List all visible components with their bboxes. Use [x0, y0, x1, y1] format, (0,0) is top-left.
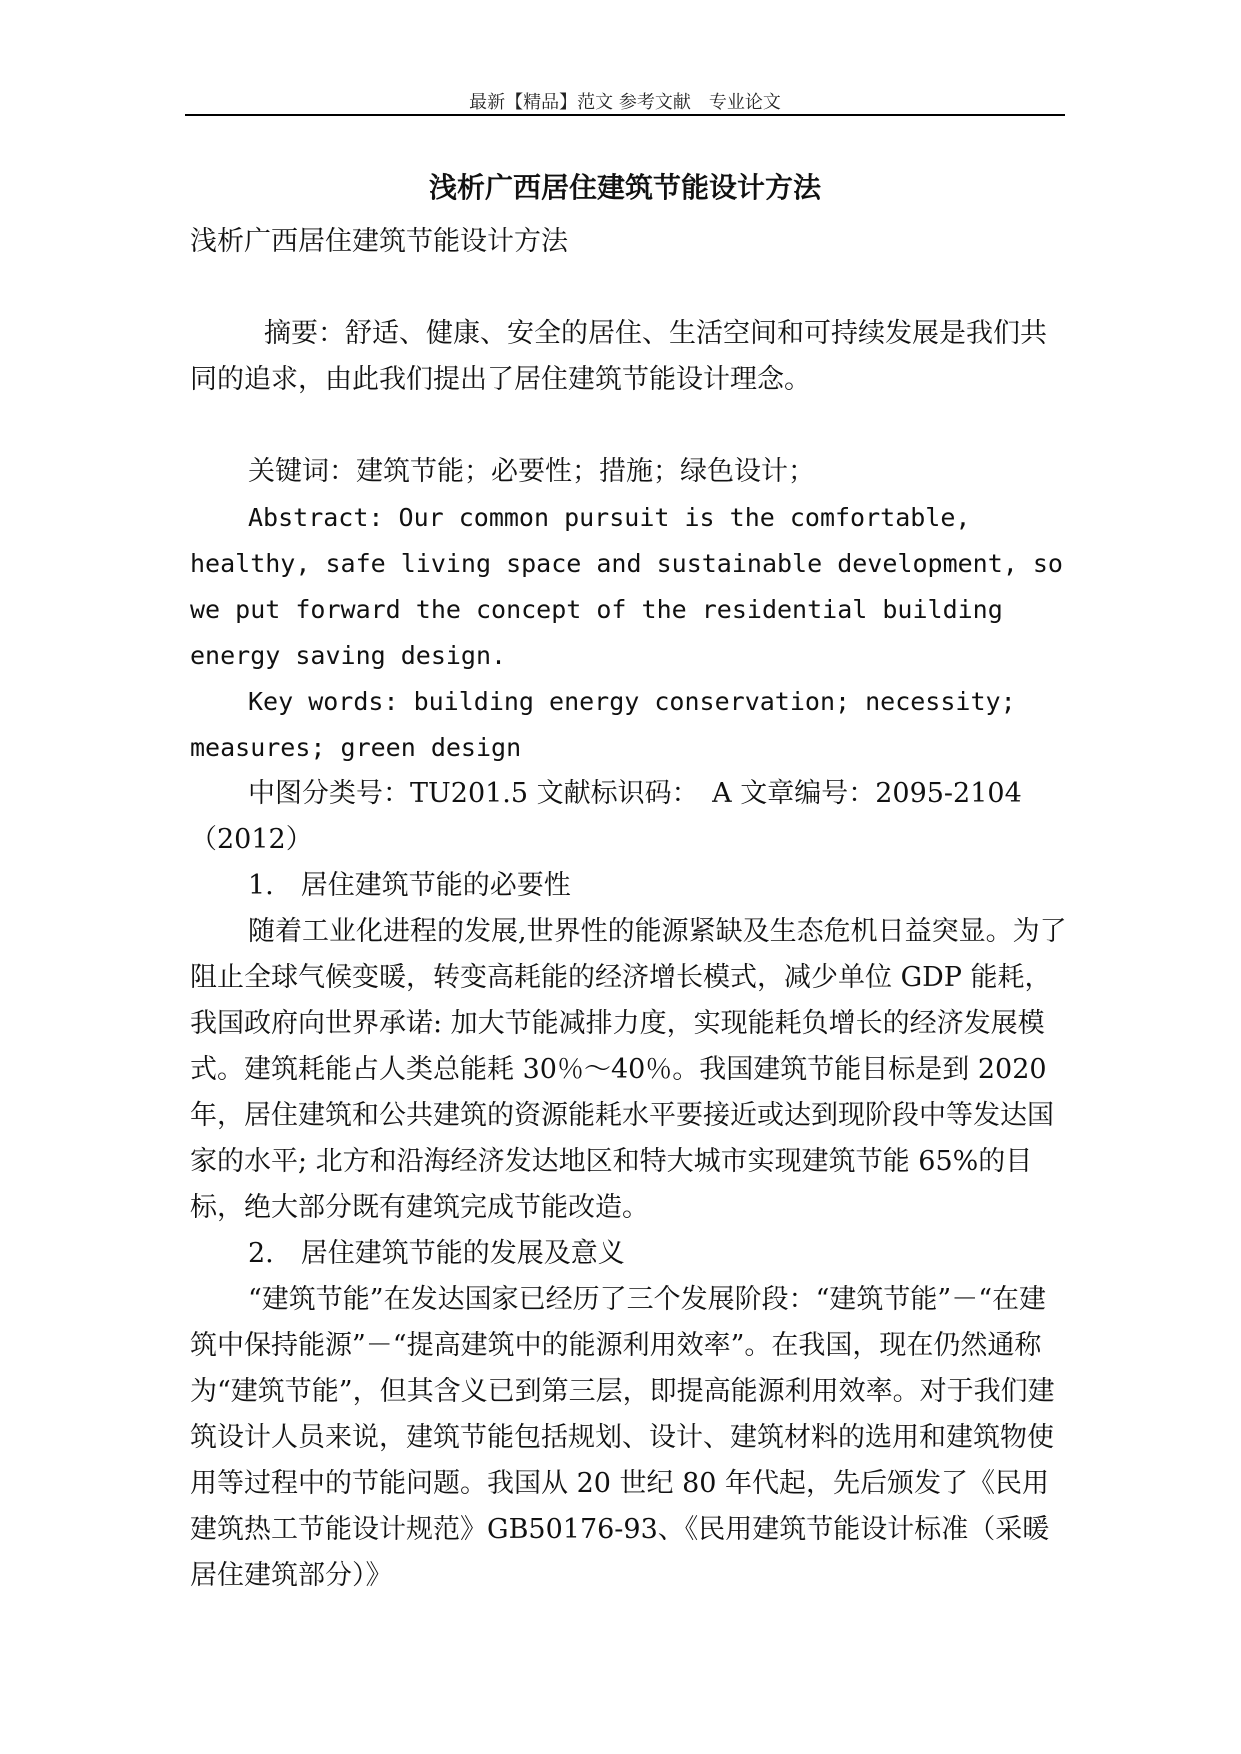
keywords-en: Key words: building energy conservation; necessity; measures; green design [190, 687, 1016, 762]
header-divider [185, 114, 1065, 116]
page-header: 最新【精品】范文 参考文献 专业论文 [469, 92, 781, 113]
section-2-paragraph: “建筑节能”在发达国家已经历了三个发展阶段：“建筑节能”－“在建筑中保持能源”－“提高建筑中的能源利用效率”。在我国，现在仍然通称为“建筑节能”，但其含义已到第三层，即提高能源利用效率。对于我们建筑设计人员来说，建筑节能包括规划、设计、建筑材料的选用和建筑物使用等过程中的节能问题。我国从 20 世纪 80 年代起，先后颁发了《民用建筑热工节能设计规范》GB50176-93、《民用建筑节能设计标准（采暖居住建筑部分）》 [190, 1284, 1055, 1591]
subtitle: 浅析广西居住建筑节能设计方法 [190, 226, 568, 257]
section-1-paragraph: 随着工业化进程的发展,世界性的能源紧缺及生态危机日益突显。为了阻止全球气候变暖，转变高耗能的经济增长模式，减少单位 GDP 能耗，我国政府向世界承诺: 加大节能减排力度，实现能耗负增长的经济发展模式。建筑耗能占人类总能耗 30％～40％。我国建筑节能目标是到 2020 年，居住建筑和公共建筑的资源能耗水平要接近或达到现阶段中等发达国家的水平; 北方和沿海经济发达地区和特大城市实现建筑节能 65%的目标，绝大部分既有建筑完成节能改造。 [190, 916, 1067, 1223]
abstract-cn [190, 311, 1070, 403]
abstract-en: Abstract: Our common pursuit is the comfortable, healthy, safe living space and sustainable development, so we put forward the concept of the residential building energy saving design. [190, 503, 1063, 670]
document-body [190, 219, 1070, 1599]
section-1-heading: 1. 居住建筑节能的必要性 [248, 870, 571, 901]
abstract-cn-label: 摘要： [264, 318, 345, 349]
section-2-heading: 2. 居住建筑节能的发展及意义 [248, 1238, 625, 1269]
document-title: 浅析广西居住建筑节能设计方法 [428, 171, 821, 204]
abstract-cn-text: 舒适、健康、安全的居住、生活空间和可持续发展是我们共同的追求，由此我们提出了居住建筑节能设计理念。 [190, 318, 1047, 395]
classification-info: 中图分类号：TU201.5 文献标识码： A 文章编号：2095-2104（2012） [190, 778, 1022, 855]
keywords-cn: 关键词：建筑节能；必要性；措施；绿色设计； [248, 456, 815, 487]
